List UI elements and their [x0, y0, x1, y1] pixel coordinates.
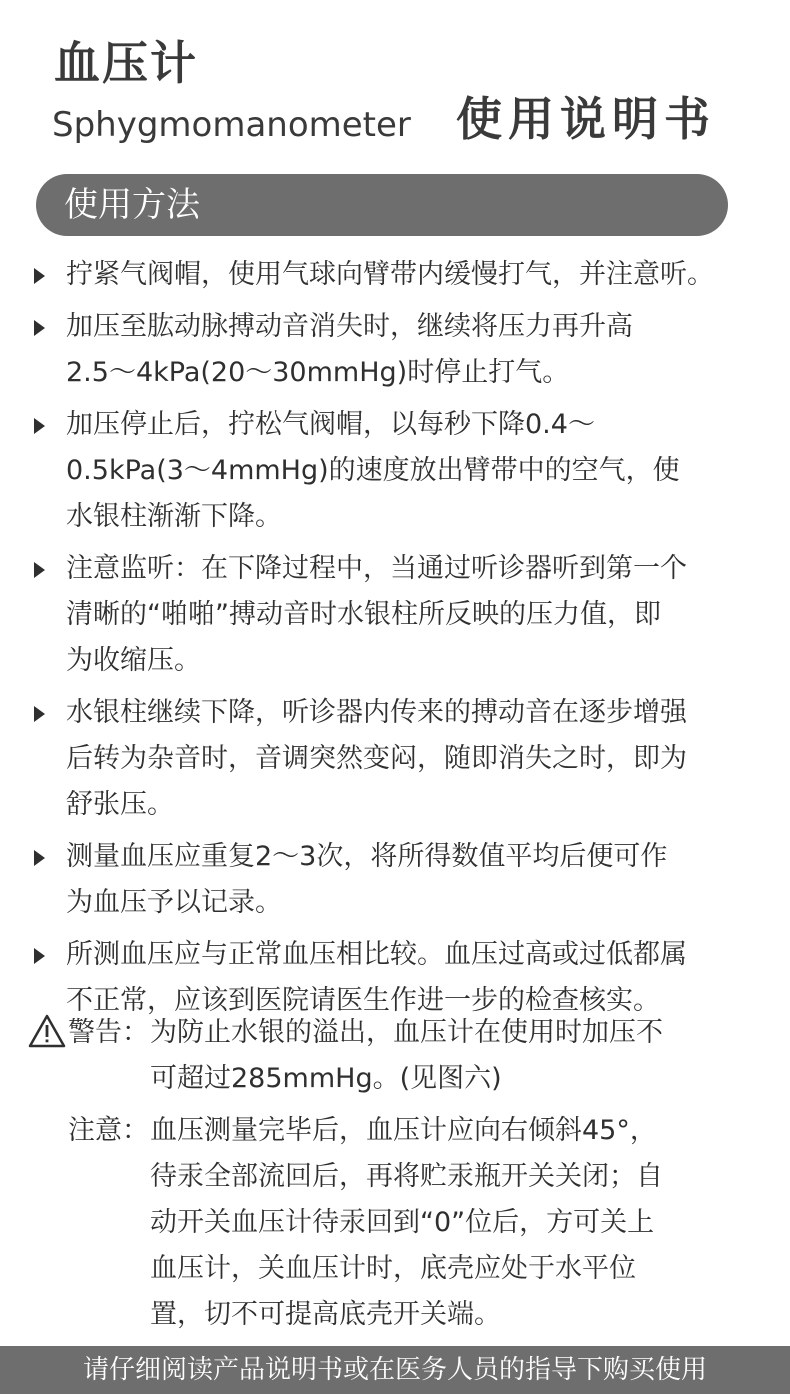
step-text-line: 加压停止后，拧松气阀帽，以每秒下降0.4～ [66, 409, 595, 440]
notice-text-line: 血压计，关血压计时，底壳应处于水平位 [150, 1253, 636, 1284]
notice-text-line: 待汞全部流回后，再将贮汞瓶开关关闭；自 [150, 1161, 663, 1192]
step-text-line: 测量血压应重复2～3次，将所得数值平均后便可作 [66, 841, 668, 872]
section-title: 使用方法 [64, 185, 200, 225]
step-text-line: 后转为杂音时，音调突然变闷，随即消失之时，即为 [66, 743, 687, 774]
step-text-line: 清晰的“啪啪”搏动音时水银柱所反映的压力值，即 [66, 599, 661, 630]
step-text-line: 加压至肱动脉搏动音消失时，继续将压力再升高 [66, 311, 633, 342]
triangle-right-bullet-icon [34, 850, 45, 866]
triangle-right-bullet-icon [34, 418, 45, 434]
warning-text-line: 为防止水银的溢出，血压计在使用时加压不 [150, 1017, 663, 1048]
step-text-line: 0.5kPa(3～4mmHg)的速度放出臂带中的空气，使 [66, 455, 680, 486]
notice-text-line: 动开关血压计待汞回到“0”位后，方可关上 [150, 1207, 655, 1238]
step-item [34, 834, 744, 926]
step-text-line: 水银柱渐渐下降。 [66, 501, 282, 532]
triangle-right-bullet-icon [34, 268, 45, 284]
step-item [34, 304, 744, 396]
footer-text: 请仔细阅读产品说明书或在医务人员的指导下购买使用 [82, 1355, 707, 1385]
step-item [34, 546, 744, 684]
triangle-right-bullet-icon [34, 562, 45, 578]
step-item [34, 402, 744, 540]
page-title: 血压计 [54, 36, 198, 90]
warning-label: 警告： [68, 1017, 149, 1048]
triangle-right-bullet-icon [34, 948, 45, 964]
warning-row [28, 1010, 748, 1102]
page-subtitle-manual: 使用说明书 [456, 92, 716, 146]
step-text-line: 水银柱继续下降，听诊器内传来的搏动音在逐步增强 [66, 697, 687, 728]
warning-text-line: 可超过285mmHg。(见图六) [150, 1063, 502, 1094]
triangle-right-bullet-icon [34, 706, 45, 722]
footer-bar [0, 1346, 790, 1394]
step-text-line: 舒张压。 [66, 789, 174, 820]
notice-text-line: 置，切不可提高底壳开关端。 [150, 1299, 501, 1330]
warning-notice-block [28, 1010, 748, 1338]
section-banner [36, 174, 728, 236]
step-text-line: 所测血压应与正常血压相比较。血压过高或过低都属 [66, 939, 687, 970]
usage-steps-list [34, 252, 744, 1030]
warning-triangle-icon [28, 1014, 66, 1048]
triangle-right-bullet-icon [34, 320, 45, 336]
step-text-line: 为收缩压。 [66, 645, 201, 676]
step-item [34, 690, 744, 828]
step-text-line: 不正常，应该到医院请医生作进一步的检查核实。 [66, 985, 660, 1016]
step-text-line: 为血压予以记录。 [66, 887, 282, 918]
step-text-line: 2.5～4kPa(20～30mmHg)时停止打气。 [66, 357, 570, 388]
step-item [34, 252, 744, 298]
step-text-line: 注意监听：在下降过程中，当通过听诊器听到第一个 [66, 553, 687, 584]
page-title-english: Sphygmomanometer [52, 105, 411, 145]
notice-text-line: 血压测量完毕后，血压计应向右倾斜45°， [150, 1115, 657, 1146]
notice-row [28, 1108, 748, 1338]
notice-label: 注意： [68, 1115, 149, 1146]
step-text-line: 拧紧气阀帽，使用气球向臂带内缓慢打气，并注意听。 [66, 259, 714, 290]
